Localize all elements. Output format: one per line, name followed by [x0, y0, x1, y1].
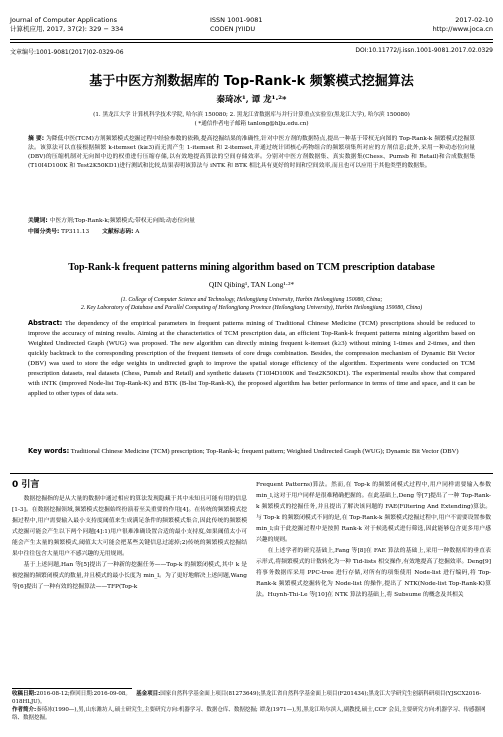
fund-label: 基金项目:: [136, 691, 161, 697]
body-column-left: [12, 480, 247, 593]
abstract-en: [28, 318, 475, 399]
abstract-en-text: The dependency of the empirical parameters in frequent patterns mining of Traditional Chinese Medicine (TCM) prescriptions should be reduced to improve the accuracy of mining results. Aiming at the characteristics of TCM prescription data, an efficient Top-Rank-k frequent patterns mining algorithm based on Weighted Undirected Graph (WUG) was proposed. The new algorithm can directly mining frequent k-itemset (k≥3) without mining 1-times and 2-times, and then quickly backtrack to the corresponding prescription of the frequent itemsets of core drugs combination. Besides, the compression mechanism of Dynamic Bit Vector (DBV) was used to store the edge weights in undirected graph to improve the spatial storage efficiency of the algorithm. Experiments were conducted on TCM prescription datasets, real datasets (Chess, Pumsb and Retail) and synthetic datasets (T10I4D100K and Test2K50KD1). The experimental results show that compared with iNTK (improved Node-list Top-Rank-K) and BTK (B-list Top-Rank-K), the proposed algorithm has better performance in terms of time and space, and it can be applied to other types of data sets.: [28, 320, 475, 397]
header-rule-thick: [10, 39, 493, 40]
journal-name: [10, 16, 123, 34]
body-column-right: [256, 480, 491, 601]
header-rule-thin: [10, 42, 493, 43]
title-cn: 基于中医方剂数据库的 Top-Rank-k 频繁模式挖掘算法: [89, 74, 414, 89]
doi[interactable]: DOI:10.11772/j.issn.1001-9081.2017.02.0329: [355, 47, 493, 54]
affiliation-cn-2: ( *通信作者电子邮箱 tanlong@hlju.edu.cn): [194, 121, 309, 127]
issn: ISSN 1001-9081: [210, 16, 263, 24]
section-heading: 0 引言: [12, 480, 40, 490]
paragraph: Frequent Patterns)算法。然而,在 Top-k 的频繁闭模式过程中,用户同样需要输入参数 min_l,这对于用户同样是很难精确把握的。在此基础上,Deng 等[7]提出了一种 Top-Rank-k 频繁模式的挖掘任务,并且提出了解决该问题的 FAE(Filtering And Extending)算法。与 Top-k 的频繁闭模式不同的是,在 Top-Rank-k 频繁模式挖掘过程中,用户不需要设置参数 min_l;由于此挖掘过程中是按照 Rank-k 对于候选模式进行筛选,因此能够包含更多用户感兴趣的规则。: [256, 482, 491, 543]
abstract-cn: [28, 135, 475, 171]
journal-name-en: Journal of Computer Applications: [10, 16, 117, 24]
doc-code-value: A: [135, 229, 140, 235]
footnote: [12, 690, 491, 722]
affiliation-en-1: (1. College of Computer Science and Technology, Heilongjiang University, Harbin Heilongjiang 150080, China;: [120, 297, 383, 303]
abstract-cn-text: 为降低中医(TCM)方剂频繁模式挖掘过程中经验参数的依赖,提高挖掘结果的准确性,针对中医方剂的数据特点,提出一种基于带权无向图的 Top-Rank-k 频繁模式挖掘算法。该算法可以直接根据频繁 k-itemset (k≥3)而无需产生 1-itemset 和 2-itemset,并通过统计团核心药物组合的频繁项集所对应的方剂信息;此外,采用一种动态位向量(DBV)的压缩机制对无向图中边的权重进行压缩存储,以有效地提高算法的空间存储效率。分别对中医方剂数据集、真实数据集(Chess、Pumsb 和 Retail)和合成数据集(T10I4D100K 和 Test2K50KD1)进行测试和比较,结果表明该算法与 iNTK 和 BTK 相比具有更好的时间和空间效率,而且也可以应用于其他类型的数据集。: [28, 136, 476, 169]
received-dates: 2016-08-12;修回日期:2016-09-08。: [36, 691, 131, 697]
bio-text: 秦琦冰(1990—),男,山东潍坊人,硕士研究生,主要研究方向:机器学习、数据仓库、数据挖掘; 谭龙(1971—),男,黑龙江哈尔滨人,副教授,硕士,CCF 会员,主要研究方向:机器学习、传感器网络、数据挖掘。: [12, 707, 486, 721]
clc-value: TP311.13: [61, 229, 90, 235]
affiliation-en-2: 2. Key Laboratory of Database and Parallel Computing of Heilongjiang Province (Heilongjiang University), Harbin Heilongjiang 150080, China): [80, 305, 423, 311]
journal-url[interactable]: http://www.joca.cn: [432, 25, 493, 33]
journal-name-cn: 计算机应用, 2017, 37(2): 329 − 334: [10, 25, 124, 33]
keywords-cn-label: 关键词:: [28, 218, 48, 224]
abstract-en-label: Abstract:: [28, 319, 63, 327]
keywords-cn-text: 中医方剂;Top-Rank-k;频繁模式;带权无向图;动态位向量: [49, 218, 195, 224]
article-ids: [10, 47, 493, 56]
title-en: Top-Rank-k frequent patterns mining algorithm based on TCM prescription database: [68, 262, 435, 273]
paragraph: 数据挖掘指的是从大量的数据中通过相应的算法发现隐藏于其中未知且可能有用的信息[1-3]。在数据挖掘领域,频繁模式挖掘始终扮演着至关重要的作用[4]。在传统的频繁模式挖掘过程中,用户需要输入最小支持度阈值来生成满足条件的频繁模式集合,因此传统的频繁模式挖掘可能会产生以下两个问题[4]:1)用户很难准确设置合适的最小支持度,如果阈值太小可能会产生太量的频繁模式,阈值太大可能会把某些关键信息过滤掉;2)传统的频繁模式挖掘结果中往往包含大量用户不感兴趣的无用规则。: [12, 496, 247, 557]
journal-date-url: [433, 16, 493, 34]
keywords-en-label: Key words:: [28, 447, 70, 455]
received-label: 收稿日期:: [12, 691, 37, 697]
journal-codes: [210, 16, 263, 34]
bio-label: 作者简介:: [12, 707, 37, 713]
keywords-en-text: Traditional Chinese Medicine (TCM) prescription; Top-Rank-k; frequent pattern; Weighted Undirected Graph (WUG); Dynamic Bit Vector (DBV): [70, 448, 459, 455]
affiliation-cn-1: (1. 黑龙江大学 计算机科学技术学院, 哈尔滨 150080; 2. 黑龙江省数据库与并行计算重点实验室(黑龙江大学), 哈尔滨 150080): [93, 112, 410, 118]
clc-label: 中图分类号:: [28, 229, 60, 235]
authors-en: QIN Qibing¹, TAN Long¹·²*: [208, 280, 295, 289]
issue-date: 2017-02-10: [455, 16, 493, 24]
doc-code-label: 文献标志码:: [102, 229, 134, 235]
section-divider: [10, 473, 493, 474]
keywords-cn: [28, 217, 475, 226]
paragraph: 在上述学者的研究基础上,Fang 等[8]在 FAE 算法的基础上,采用一种数据库的垂直表示形式,将频繁模式的计数转化为一种 Tid-lists 相交操作,有效地提高了挖掘效率。Deng[9]将事务数据库采用 PPC-tree 进行存储,对所有的项集使用 Node-list 进行编码,将 Top-Rank-k 频繁模式挖掘转化为 Node-list 的操作,提出了 NTK(Node-list Top-Rank-K)算法。Huynh-Thi-Le 等[10]在 NTK 算法的基础上,将 Subsume 的概念及其相关: [256, 548, 491, 598]
authors-cn: 秦琦冰¹, 谭 龙¹·²*: [216, 95, 287, 105]
keywords-en: [28, 446, 475, 457]
classification: [28, 228, 475, 237]
coden: CODEN JYIIDU: [210, 25, 256, 33]
article-number: 文章编号:1001-9081(2017)02-0329-06: [10, 49, 124, 56]
abstract-cn-label: 摘 要:: [28, 136, 45, 142]
footnote-rule: [12, 688, 132, 689]
fund-text: 国家自然科学基金面上项目(81273649);黑龙江省自然科学基金面上项目(F201434);黑龙江大学研究生创新科研项目(YJSCX2016-018HLJU)。: [12, 691, 482, 705]
paragraph: 基于上述问题,Han 等[5]提出了一种新的挖掘任务——Top-k 的频繁闭模式,其中 k 是被挖掘的频繁闭模式的数量,并且模式的最小长度为 min_l。为了更好地解决上述问题,Wang 等[6]提出了一种有效的挖掘算法——TFP(Top-k: [12, 562, 247, 590]
